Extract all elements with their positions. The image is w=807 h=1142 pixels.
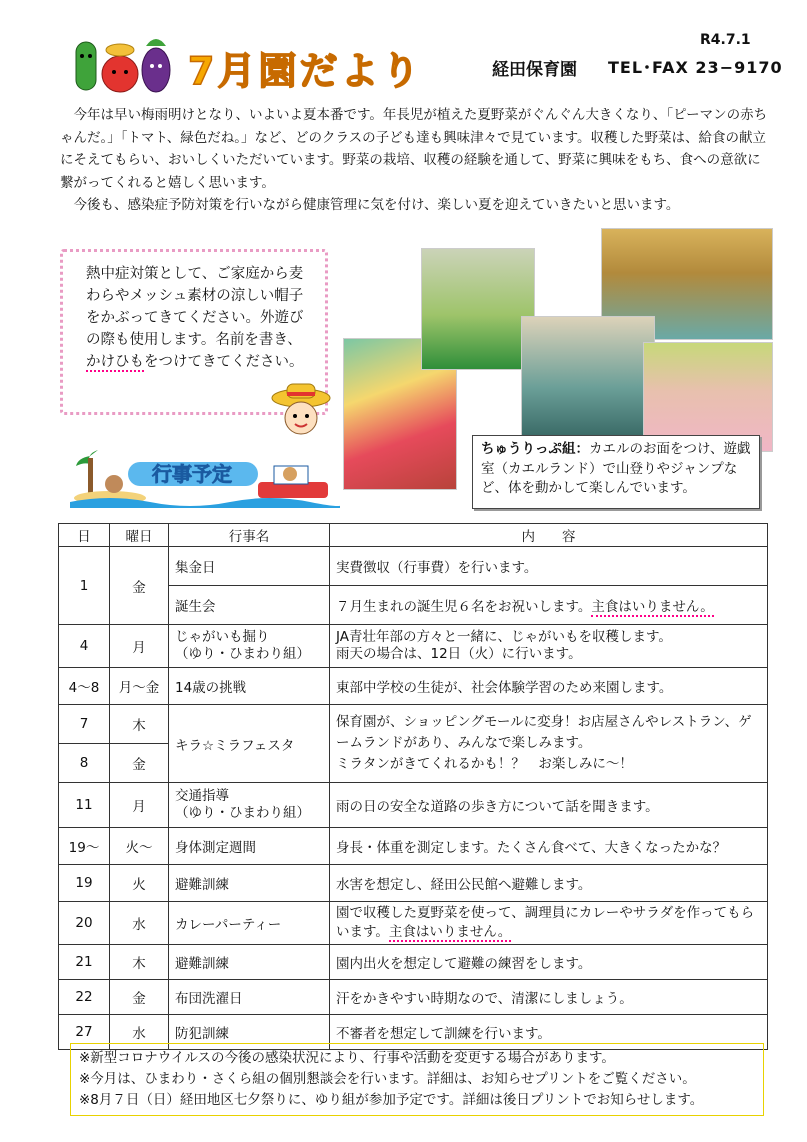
underlined-text: 主食はいりません。 [388, 924, 512, 940]
column-header: 曜日 [110, 524, 169, 547]
intro-paragraph: 今年は早い梅雨明けとなり、いよいよ夏本番です。年長児が植えた夏野菜がぐんぐん大きくなり、「ピーマンの赤ちゃんだ。」「トマト、緑色だね。」など、どのクラスの子ども達も興味津々で見ています。収穫した野菜は、給食の献立にそえてもらい、おいしくいただいています。野菜の栽培、収穫の経験を通して、野菜に興味をもち、食への意欲に繋がってくれると嬉しく思います。 [60, 107, 768, 191]
vegetable-mascots-illustration [68, 26, 176, 96]
table-row: 19〜 火〜 身体測定週間 身長・体重を測定します。たくさん食べて、大きくなったかな？ [59, 828, 768, 865]
table-row: 19 火 避難訓練 水害を想定し、経田公民館へ避難します。 [59, 865, 768, 902]
footer-note: ※新型コロナウイルスの今後の感染状況により、行事や活動を変更する場合があります。 [79, 1050, 615, 1066]
table-row: 27 水 防犯訓練 不審者を想定して訓練を行います。 [59, 1015, 768, 1050]
intro-text [60, 104, 768, 217]
photo-block-climb [421, 248, 535, 370]
table-row: 22 金 布団洗濯日 汗をかきやすい時期なので、清潔にしましょう。 [59, 980, 768, 1015]
table-row: 1 金 集金日 実費徴収（行事費）を行います。 [59, 547, 768, 586]
column-header: 日 [59, 524, 110, 547]
footer-notes [70, 1043, 764, 1116]
intro-paragraph: 今後も、感染症予防対策を行いながら健康管理に気を付け、楽しい夏を迎えていきたいと思います。 [73, 197, 680, 213]
events-table [58, 523, 768, 1050]
photo-mat-crawl [521, 316, 655, 436]
table-row: 7 木 キラ☆ミラフェスタ 保育園が、ショッピングモールに変身！お店屋さんやレストラン、ゲームランドがあり、みんなで楽しみます。 ミラタンがきてくれるかも！？ お楽しみに〜！ [59, 705, 768, 744]
issue-date: R4.7.1 [700, 32, 751, 48]
events-heading: 行事予定 [152, 462, 232, 486]
table-row: 8 金 [59, 744, 768, 783]
underlined-text: 主食はいりません。 [591, 599, 714, 615]
column-header: 行事名 [169, 524, 330, 547]
table-row: 21 木 避難訓練 園内出火を想定して避難の練習をします。 [59, 945, 768, 980]
footer-note: ※8月７日（日）経田地区七夕祭りに、ゆり組が参加予定です。詳細は後日プリントでお知らせします。 [79, 1092, 704, 1108]
events-heading-illustration [70, 448, 340, 508]
column-header: 内 容 [330, 524, 768, 547]
school-name: 経田保育園 [492, 60, 577, 80]
table-header-row [59, 524, 768, 547]
footer-note: ※今月は、ひまわり・さくら組の個別懇談会を行います。詳細は、お知らせプリントをご覧ください。 [79, 1071, 696, 1087]
newsletter-title: 7月園だより [188, 49, 423, 93]
table-row: 4〜8 月〜金 14歳の挑戦 東部中学校の生徒が、社会体験学習のため来園します。 [59, 668, 768, 705]
table-row: 誕生会 ７月生まれの誕生児６名をお祝いします。主食はいりません。 [59, 586, 768, 625]
table-row: 11 月 交通指導 （ゆり・ひまわり組） 雨の日の安全な道路の歩き方について話を聞きます。 [59, 783, 768, 828]
photo-caption: ちゅうりっぷ組：カエルのお面をつけ、遊戯室（カエルランド）で山登りやジャンプなど、体を動かして楽しんでいます。 [472, 435, 760, 509]
table-row: 4 月 じゃがいも掘り （ゆり・ひまわり組） JA青壮年部の方々と一緒に、じゃがいもを収穫します。 雨天の場合は、12日（火）に行います。 [59, 625, 768, 668]
underlined-text: かけひも [86, 354, 144, 370]
hat-notice-text: 熱中症対策として、ご家庭から麦わらやメッシュ素材の涼しい帽子をかぶってきてください。外遊びの際も使用します。名前を書き、かけひもをつけてきてください。 [86, 266, 304, 370]
table-row: 20 水 カレーパーティー 園で収穫した夏野菜を使って、調理員にカレーやサラダを作ってもらいます。主食はいりません。 [59, 902, 768, 945]
straw-hat-child-illustration [270, 378, 332, 440]
telephone-fax: TEL･FAX 23−9170 [608, 58, 783, 77]
